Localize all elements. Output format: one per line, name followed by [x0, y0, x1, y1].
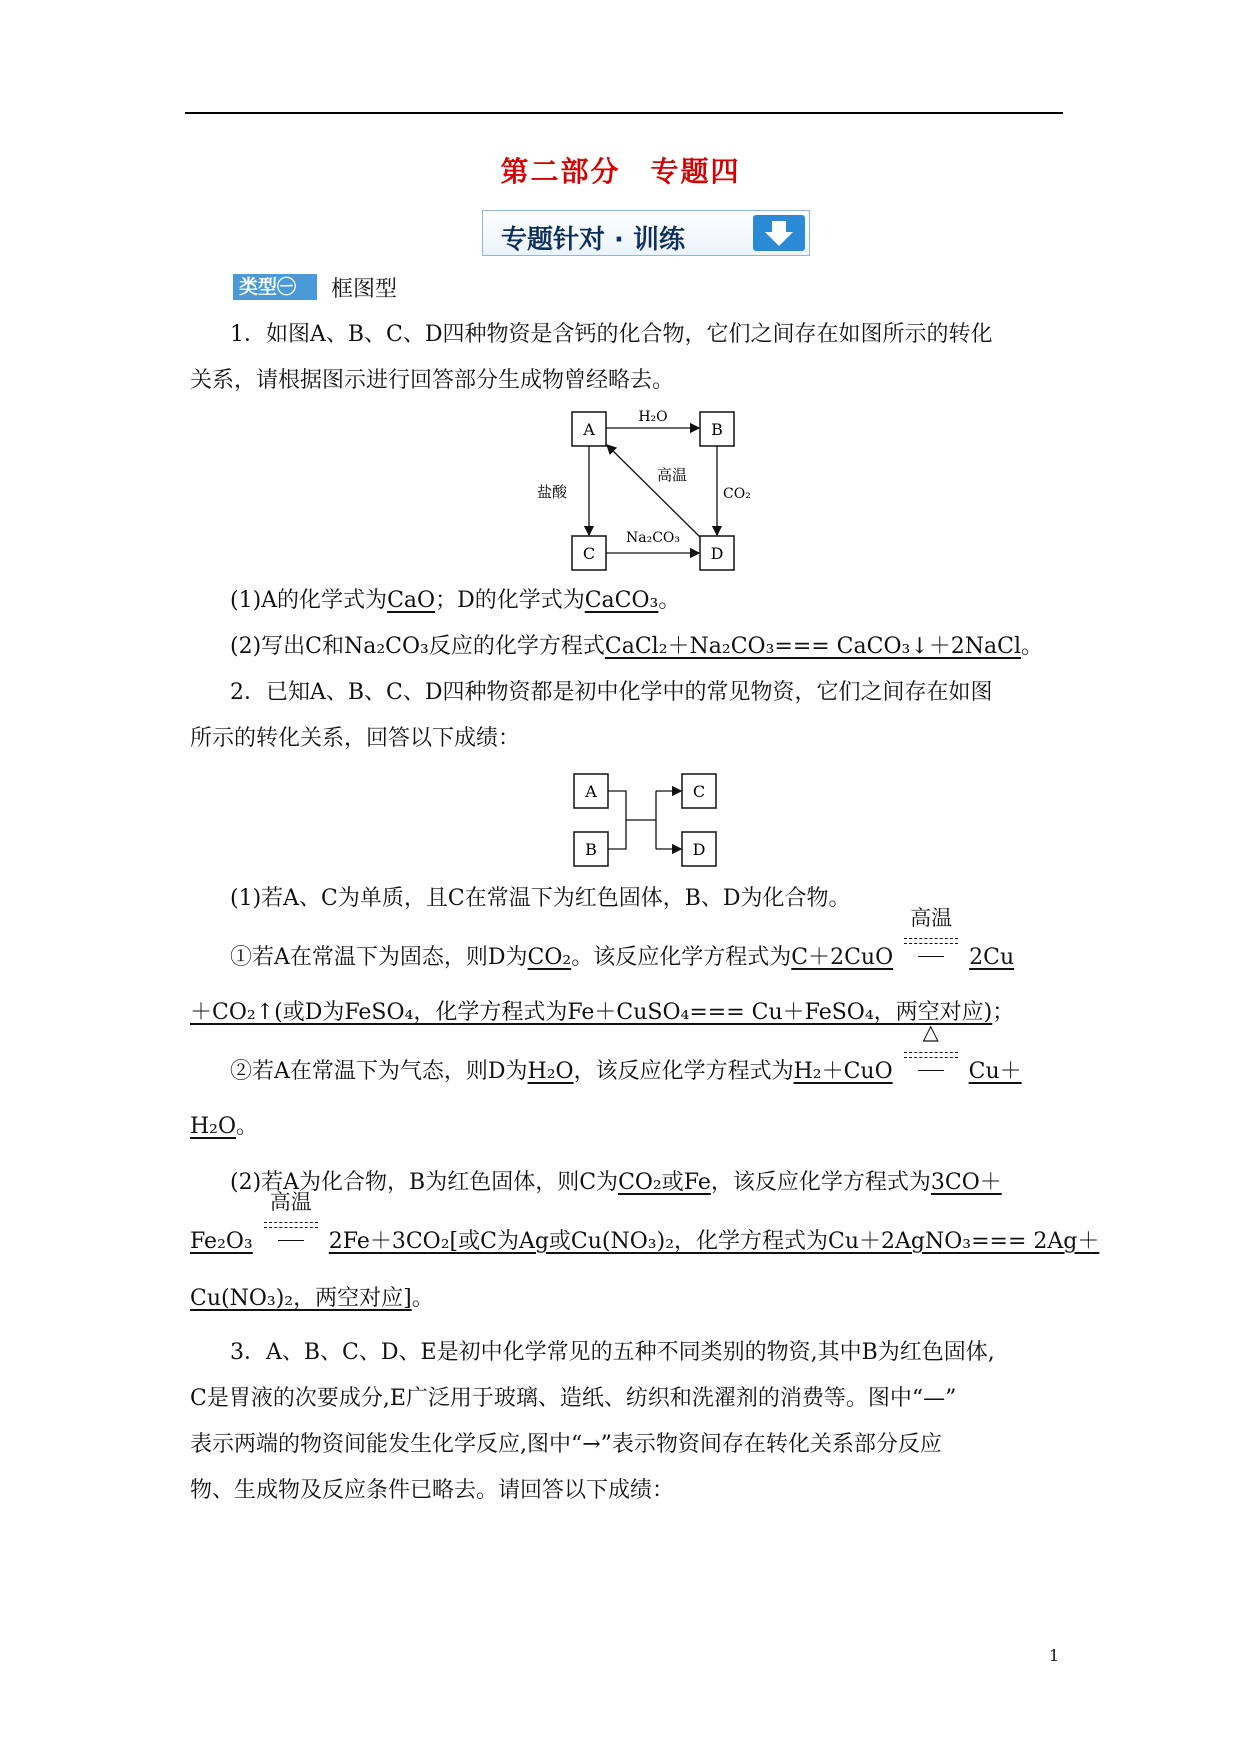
svg-text:A: A	[585, 782, 597, 801]
q1-text-line1: 1．如图A、B、C、D四种物资是含钙的化合物，它们之间存在如图所示的转化	[230, 322, 993, 347]
page-number: 1	[1049, 1646, 1060, 1665]
q2-diagram	[572, 772, 722, 872]
node-d-label: D	[710, 544, 724, 563]
section-banner	[482, 210, 810, 256]
edge-ac-label: 盐酸	[537, 483, 568, 501]
svg-text:C: C	[692, 782, 706, 801]
answer-a: CaO	[387, 588, 436, 613]
heat-condition: △	[900, 1048, 962, 1078]
node-b-label: B	[711, 420, 723, 439]
q2-sub2: (2)若A为化合物，B为红色固体，则C为CO₂或Fe，该反应化学方程式为3CO＋	[230, 1170, 1002, 1195]
q2-sub2-line2: Fe₂O₃ 高温 2Fe＋3CO₂[或C为Ag或Cu(NO₃)₂，化学方程式为Cu＋2AgNO₃=== 2Ag＋	[190, 1190, 1100, 1254]
q1-sub1: (1)A的化学式为CaO；D的化学式为CaCO₃。	[230, 588, 681, 613]
node-a-label: A	[583, 420, 595, 439]
page-title: 第二部分 专题四	[500, 155, 741, 188]
node-c-label: C	[582, 544, 596, 563]
edge-ab-label: H₂O	[638, 409, 668, 425]
q3-text-line4: 物、生成物及反应条件已略去。请回答以下成绩：	[190, 1478, 675, 1503]
answer-d: CaCO₃	[584, 588, 659, 613]
header-rule	[185, 112, 1063, 114]
banner-text: 专题针对 · 训练	[501, 225, 685, 255]
q3-text-line1: 3．A、B、C、D、E是初中化学常见的五种不同类别的物资,其中B为红色固体,	[230, 1340, 995, 1365]
q2-sub1-intro: (1)若A、C为单质，且C在常温下为红色固体，B、D为化合物。	[230, 886, 851, 911]
q2-sub1b: ②若A在常温下为气态，则D为H₂O，该反应化学方程式为H₂＋CuO △ Cu＋	[230, 1020, 1022, 1084]
q1-sub2: (2)写出C和Na₂CO₃反应的化学方程式CaCl₂＋Na₂CO₃=== CaCO₃↓＋2NaCl。	[230, 634, 1044, 659]
high-temp-condition: 高温	[260, 1218, 322, 1248]
q3-text-line2: C是胃液的次要成分,E广泛用于玻璃、造纸、纺织和洗濯剂的消费等。图中“—”	[190, 1386, 957, 1411]
svg-text:B: B	[585, 840, 597, 859]
edge-cd-label: Na₂CO₃	[625, 530, 681, 546]
q2-sub2-line3: Cu(NO₃)₂，两空对应]。	[190, 1286, 434, 1311]
q3-text-line3: 表示两端的物资间能发生化学反应,图中“→”表示物资间存在转化关系部分反应	[190, 1432, 942, 1457]
q2-text-line2: 所示的转化关系，回答以下成绩：	[190, 726, 521, 751]
edge-db-label: 高温	[656, 466, 688, 484]
q1-text-line2: 关系，请根据图示进行回答部分生成物曾经略去。	[190, 368, 675, 393]
answer-equation: CaCl₂＋Na₂CO₃=== CaCO₃↓＋2NaCl	[604, 634, 1021, 659]
q2-sub1a: ①若A在常温下为固态，则D为CO₂。该反应化学方程式为C＋2CuO 高温 2Cu	[230, 906, 1015, 970]
q1-diagram	[537, 400, 751, 580]
reaction-condition: 高温	[900, 934, 962, 964]
q2-sub1a-line2: ＋CO₂↑(或D为FeSO₄，化学方程式为Fe＋CuSO₄=== Cu＋FeSO₄，两空对应)；	[190, 1000, 1015, 1025]
edge-bd-label: CO₂	[723, 486, 751, 502]
type-label: 框图型	[331, 277, 398, 302]
svg-text:D: D	[692, 840, 706, 859]
q2-sub1b-line2: H₂O。	[190, 1114, 259, 1139]
type-badge: 类型㊀	[233, 274, 317, 300]
down-arrow-icon	[753, 215, 805, 251]
q2-text-line1: 2．已知A、B、C、D四种物资都是初中化学中的常见物资，它们之间存在如图	[230, 680, 993, 705]
